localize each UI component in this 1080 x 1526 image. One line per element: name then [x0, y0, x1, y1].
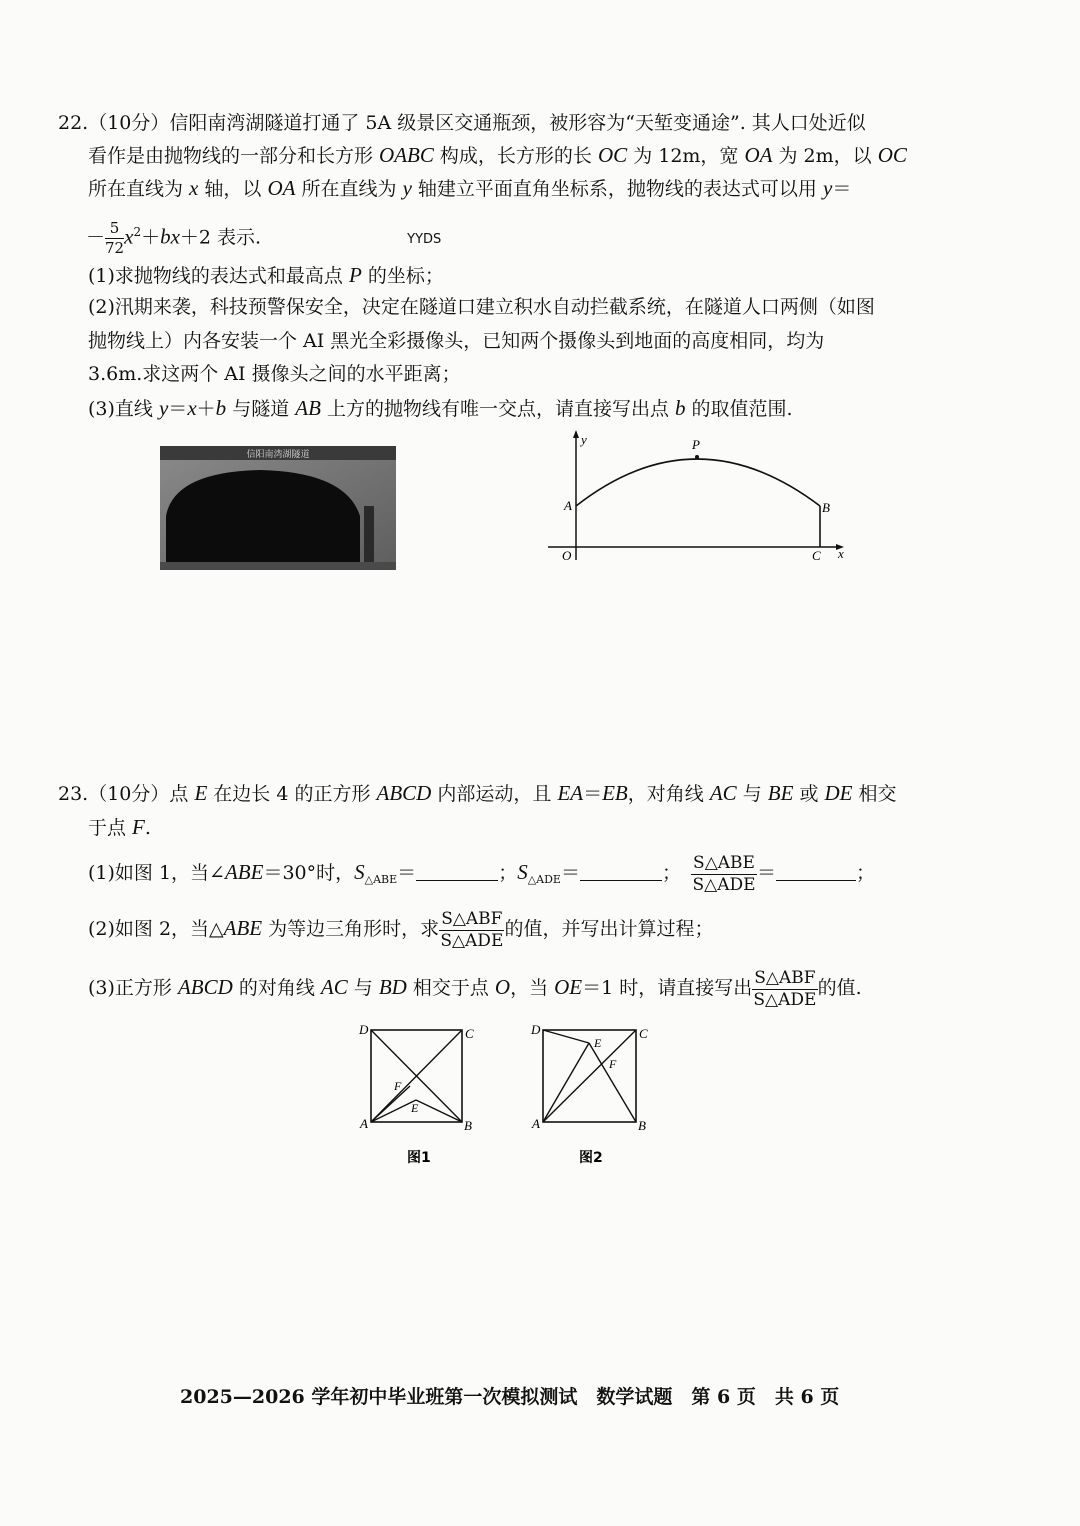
q23-part-3: (3)正方形 ABCD 的对角线 AC 与 BD 相交于点 O，当 OE＝1 时，请直接写出 $\frac{\text{S△ABF}}{\text{S△ADE}}$ 的值.	[88, 967, 862, 1010]
watermark-text: YYDS	[407, 232, 442, 248]
answer-blank-2	[580, 862, 662, 881]
y-axis-arrow	[573, 430, 579, 438]
fraction-abf-ade: $\frac{\text{S△ABF}}{\text{S△ADE}}$	[440, 908, 504, 951]
label-P: P	[692, 437, 700, 452]
fig2-caption: 图2	[579, 1150, 603, 1166]
fraction-5-72: $\frac{5}{72}$	[105, 218, 125, 257]
fig2-label-F: F	[609, 1057, 617, 1071]
label-B: B	[822, 500, 830, 515]
q22-part-2-line-3: 3.6m.求这两个 AI 摄像头之间的水平距离；	[88, 363, 461, 385]
fraction-abf-ade-2: $\frac{\text{S△ABF}}{\text{S△ADE}}$	[753, 967, 817, 1010]
point-P	[695, 455, 699, 459]
fig1-label-B: B	[464, 1118, 472, 1133]
photo-ground	[160, 562, 396, 570]
photo-banner-text: 信阳南湾湖隧道	[246, 450, 310, 460]
figure-2	[522, 1020, 662, 1170]
tunnel-opening	[166, 470, 360, 570]
figure-1	[352, 1020, 482, 1170]
q22-line-3: 所在直线为 x 轴，以 OA 所在直线为 y 轴建立平面直角坐标系，抛物线的表达式可以用 y＝	[88, 176, 852, 200]
fig1-label-E: E	[411, 1101, 419, 1115]
fig1-label-D: D	[359, 1022, 369, 1037]
label-O: O	[562, 548, 572, 563]
label-A: A	[564, 498, 572, 513]
fig2-segment-BE	[589, 1043, 636, 1122]
q22-line-2: 看作是由抛物线的一部分和长方形 OABC 构成，长方形的长 OC 为 12m，宽 OA 为 2m，以 OC	[88, 143, 907, 167]
q22-part-1: (1)求抛物线的表达式和最高点 P 的坐标；	[88, 263, 444, 287]
fig1-label-C: C	[465, 1026, 474, 1041]
fig1-segment-AE	[371, 1100, 416, 1122]
q23-part-1: (1)如图 1，当∠ABE＝30°时，$S_{\triangle ABE}=$ ；$S_{\triangle ADE}=$ ； $\frac{\text{S△ABE}}{\text{S△ADE}}$ ＝ ；	[88, 852, 875, 895]
q23-line-1: 23.（10分）点 E 在边长 4 的正方形 ABCD 内部运动，且 EA＝EB，对角线 AC 与 BE 或 DE 相交	[58, 781, 897, 805]
fig2-label-D: D	[531, 1022, 541, 1037]
parabola-curve	[576, 459, 820, 506]
q22-part-2-line-2: 抛物线上）内各安装一个 AI 黑光全彩摄像头，已知两个摄像头到地面的高度相同，均为	[88, 330, 825, 352]
q23-part-2: (2)如图 2，当△ABE 为等边三角形时，求 $\frac{\text{S△ABF}}{\text{S△ADE}}$ 的值，并写出计算过程；	[88, 908, 714, 951]
label-y: y	[581, 432, 587, 447]
fraction-abe-ade: $\frac{\text{S△ABE}}{\text{S△ADE}}$	[692, 852, 756, 895]
q22-part-3: (3)直线 y＝x＋b 与隧道 AB 上方的抛物线有唯一交点，请直接写出点 b 的取值范围.	[88, 396, 793, 420]
photo-pillar	[364, 506, 374, 570]
page-footer: 2025—2026 学年初中毕业班第一次模拟测试 数学试题 第 6 页 共 6 页	[180, 1386, 840, 1408]
fig2-label-A: A	[532, 1116, 540, 1131]
fig2-label-E: E	[594, 1036, 602, 1050]
fig1-segment-AF	[371, 1086, 410, 1122]
fig2-segment-DE	[543, 1030, 589, 1043]
answer-blank-3	[776, 862, 856, 881]
fig1-label-A: A	[360, 1116, 368, 1131]
fig1-caption: 图1	[407, 1150, 431, 1166]
q22-line-4-formula: － $\frac{5}{72}$ $x^2+bx+2$ 表示. YYDS	[86, 218, 442, 257]
q22-part-2-line-1: (2)汛期来袭，科技预警保安全，决定在隧道口建立积水自动拦截系统，在隧道人口两侧（如图	[88, 296, 875, 318]
fig1-label-F: F	[394, 1079, 402, 1093]
fig2-label-C: C	[639, 1026, 648, 1041]
fig2-label-B: B	[638, 1118, 646, 1133]
label-C: C	[812, 548, 821, 563]
answer-blank-1	[416, 862, 498, 881]
q22-line-1: 22.（10分）信阳南湾湖隧道打通了 5A 级景区交通瓶颈，被形容为“天堑变通途”. 其人口处近似	[58, 112, 866, 134]
fig1-segment-BE	[416, 1100, 462, 1122]
parabola-graph	[540, 428, 860, 568]
q23-line-2: 于点 F.	[88, 815, 151, 839]
label-x: x	[838, 546, 844, 561]
tunnel-photo	[160, 446, 396, 570]
